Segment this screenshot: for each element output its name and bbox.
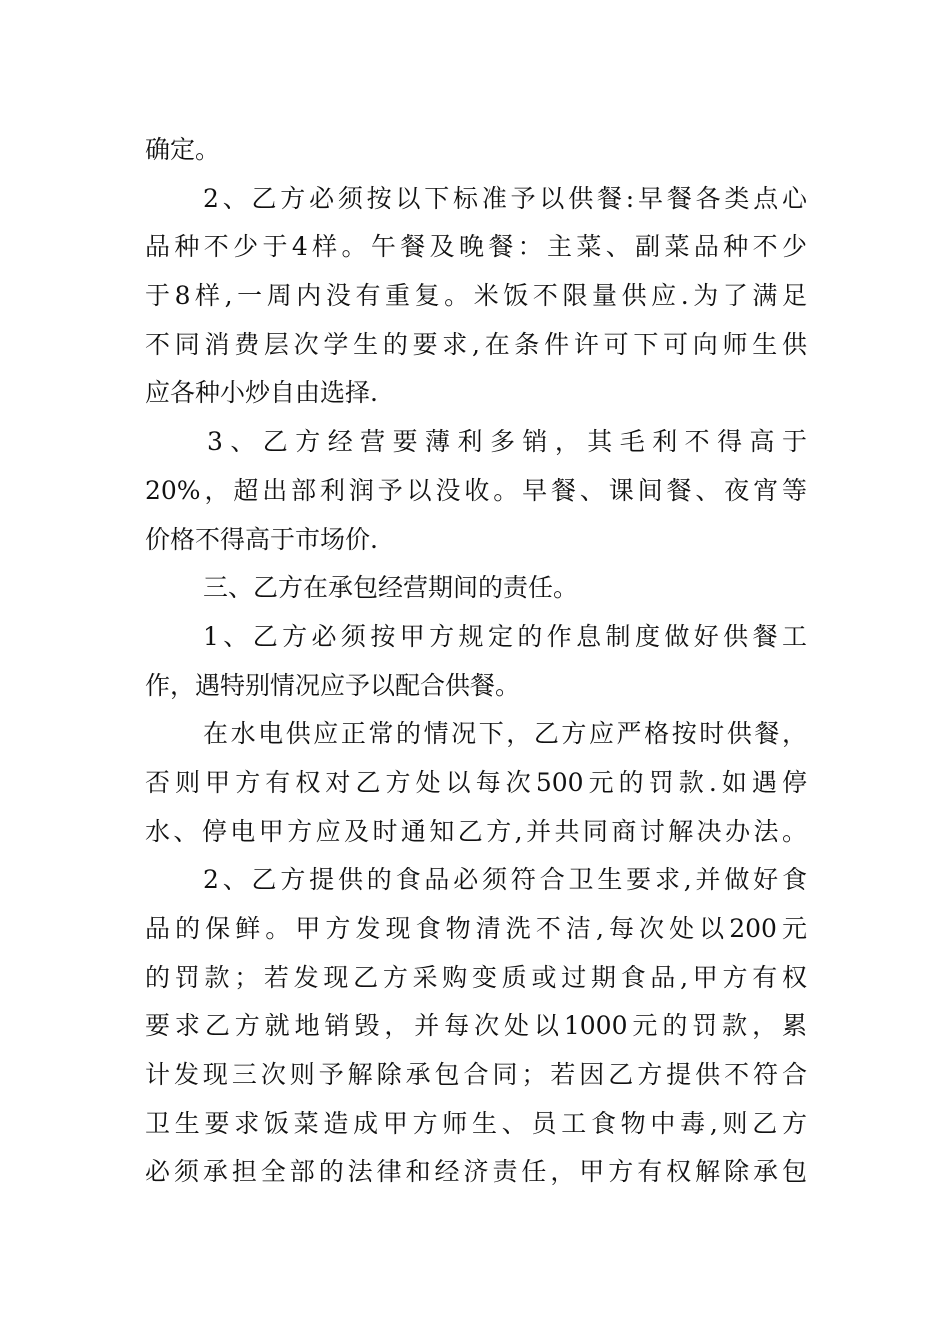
- text-line: 20%，超出部利润予以没收。早餐、课间餐、夜宵等: [145, 475, 807, 505]
- text-line: 品种不少于4样。午餐及晚餐：主菜、副菜品种不少: [145, 232, 807, 262]
- text-line: 品的保鲜。甲方发现食物清洗不洁,每次处以200元: [145, 914, 807, 943]
- text-line: 在水电供应正常的情况下，乙方应严格按时供餐，: [203, 719, 807, 749]
- text-line: 水、停电甲方应及时通知乙方,并共同商讨解决办法。: [145, 816, 807, 846]
- text-line: 否则甲方有权对乙方处以每次500元的罚款.如遇停: [145, 767, 807, 797]
- text-line: 的罚款；若发现乙方采购变质或过期食品,甲方有权: [145, 962, 807, 992]
- text-line: 确定。: [145, 135, 221, 164]
- text-line: 作，遇特别情况应予以配合供餐。: [145, 670, 521, 700]
- text-line: 2、乙方必须按以下标准予以供餐:早餐各类点心: [203, 183, 807, 213]
- text-line: 于8样,一周内没有重复。米饭不限量供应.为了满足: [145, 281, 807, 311]
- text-line: 2、乙方提供的食品必须符合卫生要求,并做好食: [203, 865, 807, 895]
- text-line: 应各种小炒自由选择.: [145, 378, 378, 408]
- text-line: 1、乙方必须按甲方规定的作息制度做好供餐工: [203, 621, 807, 651]
- text-line: 3、乙方经营要薄利多销，其毛利不得高于: [207, 427, 807, 457]
- text-line: 价格不得高于市场价.: [145, 524, 378, 554]
- section-heading: 三、乙方在承包经营期间的责任。: [203, 573, 579, 603]
- document-body: [145, 126, 807, 1197]
- text-line: 不同消费层次学生的要求,在条件许可下可向师生供: [145, 329, 807, 359]
- text-line: 计发现三次则予解除承包合同；若因乙方提供不符合: [145, 1060, 807, 1090]
- text-line: 卫生要求饭菜造成甲方师生、员工食物中毒,则乙方: [145, 1108, 807, 1138]
- text-line: 必须承担全部的法律和经济责任，甲方有权解除承包: [145, 1157, 807, 1187]
- text-line: 要求乙方就地销毁，并每次处以1000元的罚款，累: [145, 1011, 807, 1041]
